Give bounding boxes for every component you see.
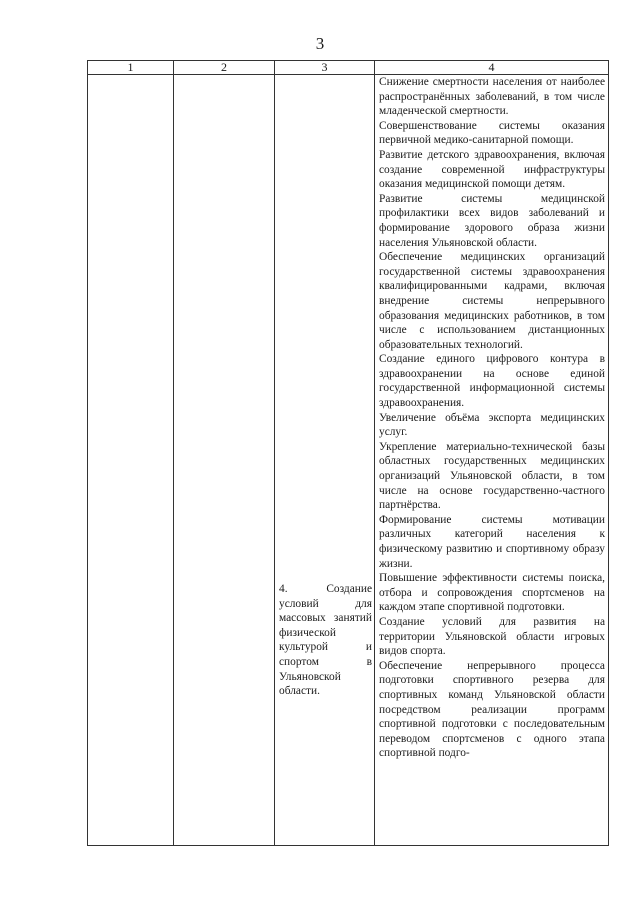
- measure-item: Обеспечение непрерывного процесса подготовки спортивного резерва для спортивных команд Ульяновской области посредством реализации программ спортивной подготовки с последовательным переводом спортсменов с одного этапа спортивной подго-: [379, 659, 605, 760]
- measure-item: Развитие системы медицинской профилактики всех видов заболеваний и формирование здорового образа жизни населения Ульяновской области.: [379, 192, 605, 249]
- measure-item: Обеспечение медицинских организаций государственной системы здравоохранения квалифицированными кадрами, включая внедрение системы непрерывного образования медицинских работников, в том числе с использованием дистанционных образовательных технологий.: [379, 251, 605, 351]
- measure-item: Формирование системы мотивации различных категорий населения к физическому развитию и спортивному образу жизни.: [379, 513, 605, 570]
- column-1-cell: [88, 75, 174, 846]
- measure-item: Повышение эффективности системы поиска, отбора и сопровождения спортсменов на каждом этапе спортивной подготовки.: [379, 572, 605, 614]
- measure-item: Совершенствование системы оказания первичной медико-санитарной помощи.: [379, 119, 605, 147]
- table-header-row: [88, 61, 609, 75]
- column-4-cell: [375, 75, 609, 846]
- measure-item: Создание условий для развития на территории Ульяновской области игровых видов спорта.: [379, 615, 605, 658]
- table-row: [88, 75, 609, 846]
- column-1-header: 1: [88, 61, 174, 75]
- column-2-cell: [174, 75, 275, 846]
- measure-item: Укрепление материально-технической базы областных государственных медицинских организаций Ульяновской области, в том числе на основе государственно-частного партнёрства.: [379, 440, 605, 512]
- column-3-cell: [275, 75, 375, 846]
- column-2-header: 2: [174, 61, 275, 75]
- measures-list: [375, 75, 608, 761]
- measure-item: Увеличение объёма экспорта медицинских услуг.: [379, 411, 605, 439]
- measure-item: Создание единого цифрового контура в здравоохранении на основе единой государственной информационной системы здравоохранения.: [379, 353, 605, 410]
- program-table: [87, 60, 609, 846]
- measure-item: Развитие детского здравоохранения, включая создание современной инфраструктуры оказания медицинской помощи детям.: [379, 148, 605, 191]
- column-3-header: 3: [275, 61, 375, 75]
- measure-item: Снижение смертности населения от наиболее распространённых заболеваний, в том числе младенческой смертности.: [379, 76, 605, 118]
- page-number: 3: [315, 34, 325, 53]
- task-title: 4. Создание условий для массовых занятий физической культурой и спортом в Ульяновской области.: [279, 583, 372, 698]
- column-4-header: 4: [375, 61, 609, 75]
